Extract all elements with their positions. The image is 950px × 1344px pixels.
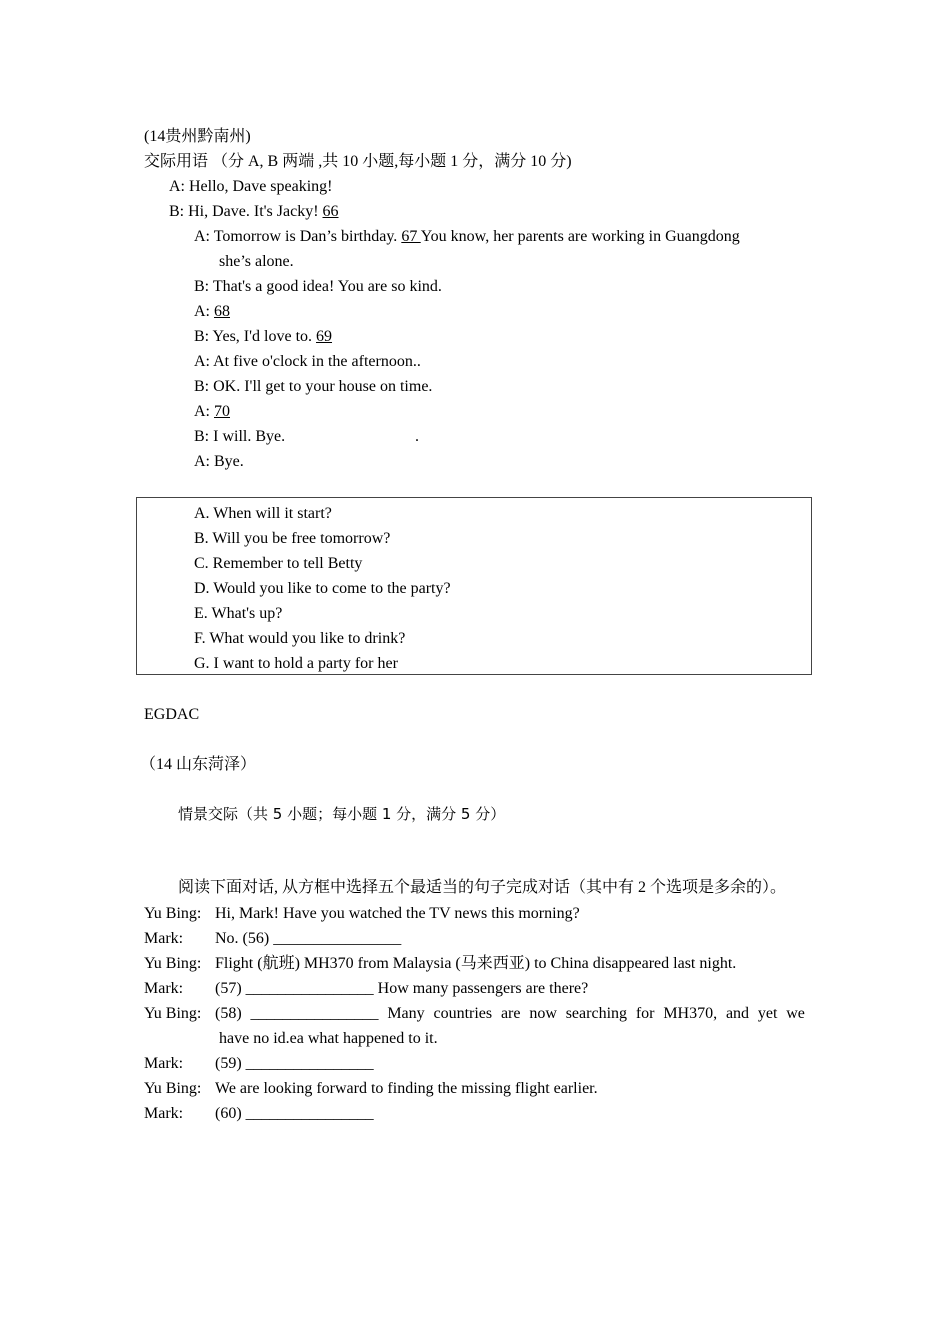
dialog-text (215, 1004, 805, 1024)
blank-70: 70 (214, 403, 230, 420)
dialog-line: A: At five o'clock in the afternoon.. (194, 353, 421, 370)
dialog-text: Hi, Mark! Have you watched the TV news this morning? (215, 905, 580, 922)
option-b: B. Will you be free tomorrow? (194, 530, 391, 547)
dialog-line (194, 402, 230, 422)
speaker: Mark: (144, 1055, 184, 1072)
dialog-line: B: That's a good idea! You are so kind. (194, 278, 442, 295)
dialog-text: (57) ________________ How many passengers are there? (215, 980, 589, 997)
dialog-text: You know, her parents are working in Guangdong (420, 228, 740, 245)
word: are (500, 1005, 521, 1022)
blank-68: 68 (214, 303, 230, 320)
blank-58: ________________ (250, 1005, 379, 1022)
option-a: A. When will it start? (194, 505, 332, 522)
word: and (725, 1005, 750, 1022)
dialog-text: A: (194, 303, 214, 320)
dialog-text: We are looking forward to finding the missing flight earlier. (215, 1080, 598, 1097)
source-label: （14 山东菏泽） (140, 756, 257, 773)
dialog-text: B: Yes, I'd love to. (194, 328, 317, 345)
dialog-text: A: Tomorrow is Dan’s birthday. (194, 228, 402, 245)
dialog-line (194, 302, 230, 322)
word: MH370, (663, 1005, 718, 1022)
option-e: E. What's up? (194, 605, 283, 622)
instruction: 阅读下面对话, 从方框中选择五个最适当的句子完成对话（其中有 2 个选项是多余的）。 (178, 879, 787, 896)
section-heading: 情景交际（共 5 小题；每小题 1 分，满分 5 分） (178, 805, 506, 823)
word: now (529, 1005, 557, 1022)
speaker: Yu Bing: (144, 905, 202, 922)
dialog-line (169, 202, 339, 222)
dialog-line: A: Bye. (194, 453, 244, 470)
dialog-line: A: Hello, Dave speaking! (169, 178, 333, 195)
dialog-line-continued: she’s alone. (219, 253, 294, 270)
speaker: Mark: (144, 980, 184, 997)
source-label: (14贵州黔南州) (144, 128, 251, 145)
word: yet (757, 1005, 778, 1022)
speaker: Mark: (144, 930, 184, 947)
dialog-line (194, 227, 740, 247)
option-c: C. Remember to tell Betty (194, 555, 363, 572)
word: Many (387, 1005, 425, 1022)
speaker: Yu Bing: (144, 1005, 202, 1022)
word: for (635, 1005, 655, 1022)
dialog-text: (60) ________________ (215, 1105, 374, 1122)
dialog-text: B: Hi, Dave. It's Jacky! (169, 203, 323, 220)
dialog-text: A: (194, 403, 214, 420)
blank-69: 69 (316, 328, 333, 345)
speaker: Mark: (144, 1105, 184, 1122)
word: we (786, 1005, 805, 1022)
option-f: F. What would you like to drink? (194, 630, 406, 647)
word: searching (565, 1005, 628, 1022)
speaker: Yu Bing: (144, 1080, 202, 1097)
dialog-line (194, 327, 332, 347)
section-heading: 交际用语 （分 A, B 两端 ,共 10 小题,每小题 1 分，满分 10 分) (144, 153, 572, 170)
dialog-text: Flight (航班) MH370 from Malaysia (马来西亚) to China disappeared last night. (215, 955, 737, 972)
blank-67: 67 (401, 228, 421, 245)
dialog-line: B: OK. I'll get to your house on time. (194, 378, 433, 395)
speaker: Yu Bing: (144, 955, 202, 972)
answer-key: EGDAC (144, 706, 200, 723)
word: countries (433, 1005, 493, 1022)
dialog-text: (59) ________________ (215, 1055, 374, 1072)
dialog-line: B: I will. Bye. (194, 428, 286, 445)
word: (58) (215, 1005, 242, 1022)
dialog-stray-period: . (415, 428, 419, 445)
option-d: D. Would you like to come to the party? (194, 580, 451, 597)
option-g: G. I want to hold a party for her (194, 655, 398, 672)
dialog-text-continued: have no id.ea what happened to it. (219, 1030, 438, 1047)
blank-66: 66 (322, 203, 339, 220)
dialog-text: No. (56) ________________ (215, 930, 402, 947)
